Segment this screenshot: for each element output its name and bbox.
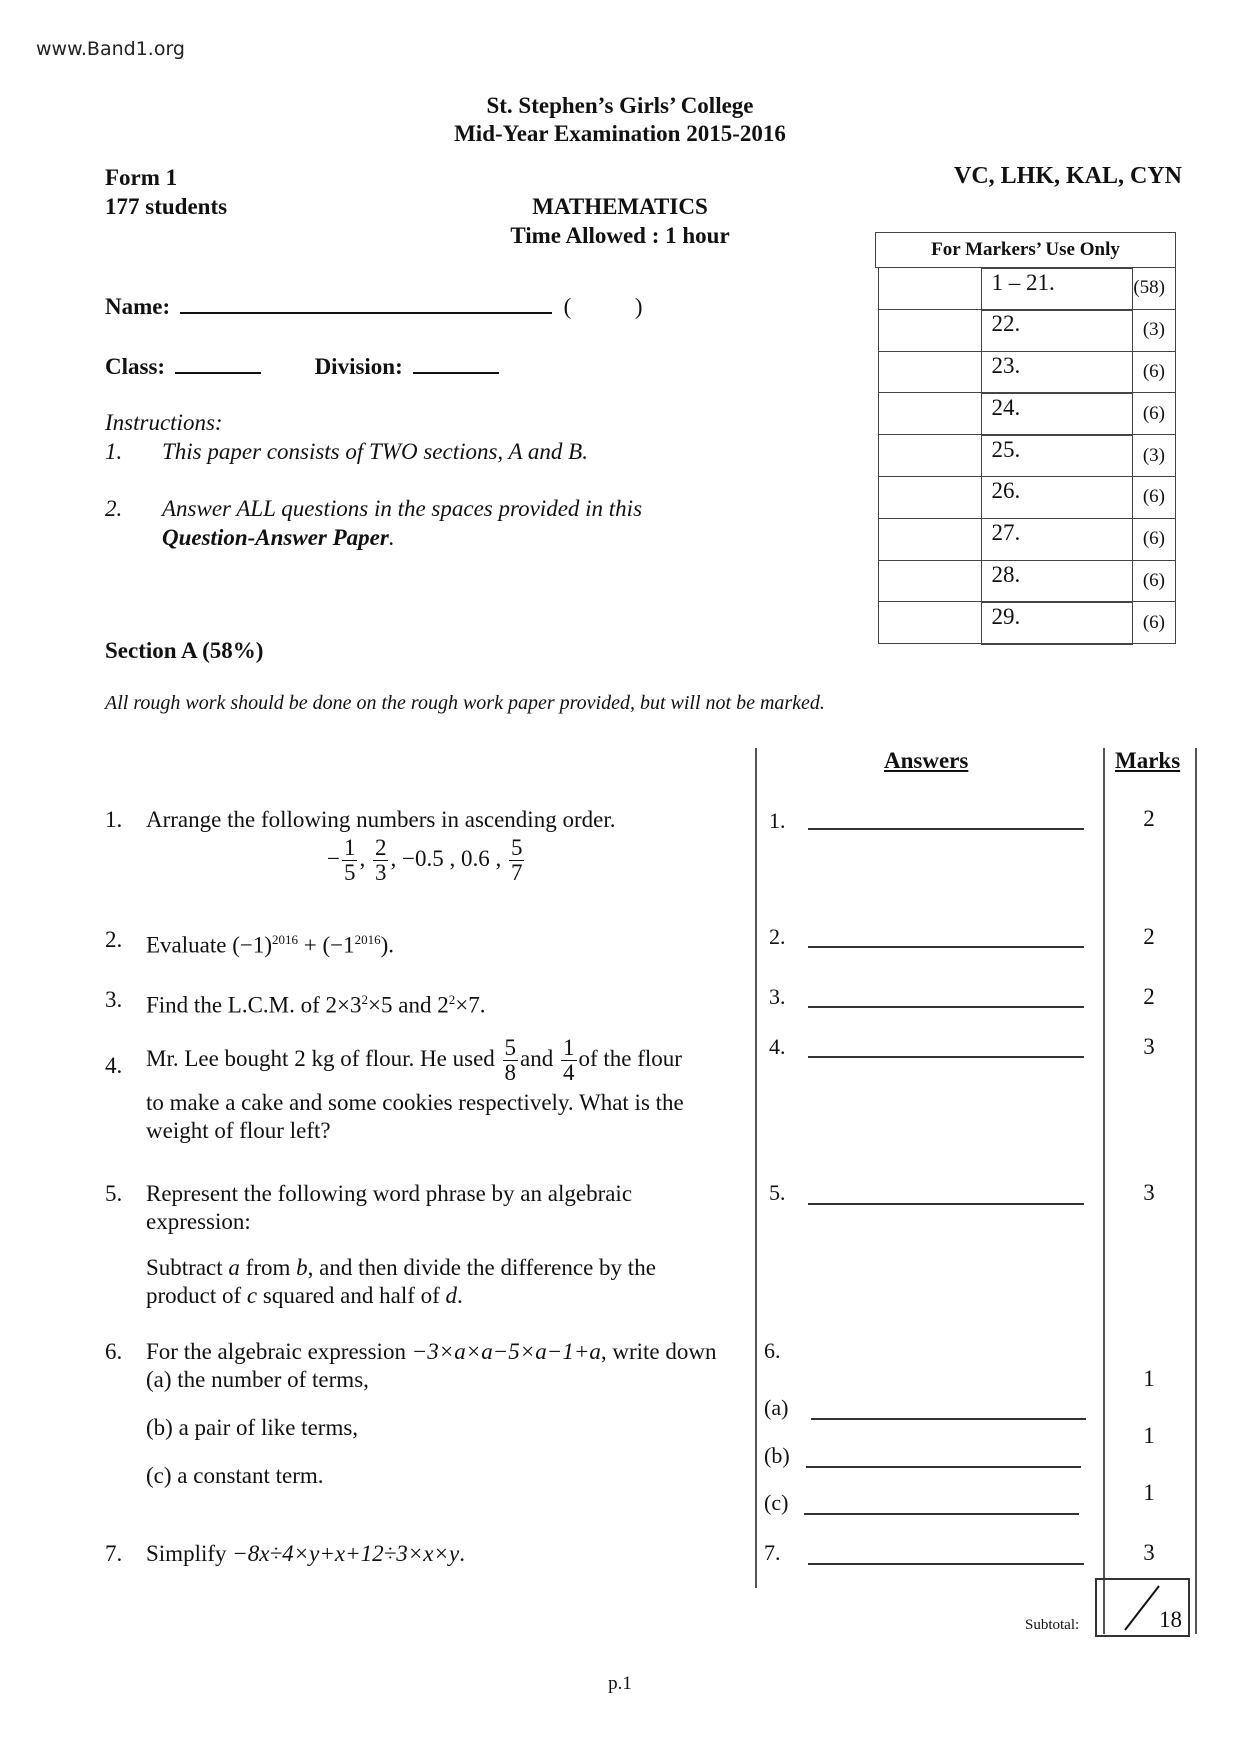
markers-table-row [876, 476, 1176, 518]
question-1: 1. Arrange the following numbers in ascending order. − $\frac{1}{5}$ , $\frac{2}{3}$ , −0.5 , 0.6 , $\frac{5}{7}$ [105, 806, 745, 885]
markers-question-range: 28. [981, 560, 1133, 603]
markers-table-row [876, 518, 1176, 560]
markers-table-row [876, 435, 1176, 477]
class-label: Class: [105, 354, 166, 379]
answer-field-1[interactable] [808, 828, 1084, 830]
answer-label-3: 3. [769, 984, 786, 1009]
instruction-item: 1. This paper consists of TWO sections, A and B. [105, 439, 588, 464]
markers-max-marks[interactable]: (3) [878, 309, 1175, 351]
form-info [105, 163, 227, 221]
instructions [105, 408, 725, 552]
answer-field-5[interactable] [808, 1203, 1084, 1205]
answer-label-6b: (b) [764, 1443, 790, 1468]
teachers: VC, LHK, KAL, CYN [953, 163, 1182, 189]
question-3: 3. Find the L.C.M. of $2\times 3^2\times 5$ and $2^2\times 7$. [105, 987, 486, 1018]
marks-3: 2 [1143, 984, 1155, 1009]
markers-question-range: 25. [981, 435, 1133, 478]
fraction: $\frac{5}{8}$ [504, 1035, 517, 1085]
subtotal-box [1095, 1578, 1190, 1637]
answer-label-1: 1. [769, 808, 786, 833]
school-name: St. Stephen’s Girls’ College [486, 93, 754, 118]
algebraic-expression: −8x÷4×y+x+12÷3×x×y [232, 1541, 460, 1566]
markers-question-range: 26. [981, 476, 1133, 519]
marks-6a: 1 [1143, 1366, 1155, 1391]
answer-field-6b[interactable] [806, 1466, 1081, 1468]
answer-field-3[interactable] [808, 1006, 1084, 1008]
fraction: $\frac{2}{3}$ [374, 835, 387, 885]
question-6a: (a) the number of terms, [146, 1367, 369, 1392]
marks-6c: 1 [1143, 1480, 1155, 1505]
markers-table-row [876, 351, 1176, 393]
markers-question-range: 22. [981, 309, 1133, 352]
marks-1: 2 [1143, 806, 1155, 831]
subject-info [440, 192, 800, 250]
marks-column-right-border [1195, 748, 1197, 1634]
student-count: 177 students [105, 194, 228, 219]
section-title: Section A (58%) [105, 638, 264, 663]
markers-question-range: 24. [981, 393, 1133, 436]
exam-title [0, 92, 1240, 148]
answers-header: Answers [884, 748, 969, 773]
answer-label-6: 6. [764, 1338, 781, 1363]
answers-column-left-border [755, 748, 757, 1588]
answer-label-5: 5. [769, 1180, 786, 1205]
markers-question-range: 1 – 21. [981, 268, 1133, 311]
division-field[interactable] [413, 352, 499, 374]
marks-2: 2 [1143, 924, 1155, 949]
class-field[interactable] [175, 352, 261, 374]
markers-question-range: 23. [981, 351, 1133, 394]
class-field-row [105, 352, 499, 380]
subtotal-value: 18 [1159, 1607, 1182, 1632]
marks-4: 3 [1143, 1034, 1155, 1059]
question-6b: (b) a pair of like terms, [146, 1415, 359, 1440]
marks-column-left-border [1103, 748, 1105, 1634]
markers-table-row [876, 602, 1176, 644]
markers-table-row [876, 393, 1176, 435]
markers-max-marks[interactable]: (6) [878, 560, 1175, 602]
question-5: 5. Represent the following word phrase by an algebraic expression: Subtract a from b, and then divide the difference by the product of c squared and half of d. [105, 1180, 745, 1310]
question-4: 4. Mr. Lee bought 2 kg of flour. He used $\frac{5}{8}$ and $\frac{1}{4}$ of the flour to make a cake and some cookies respectively. What is the weight of flour left? [105, 1035, 684, 1143]
answer-field-7[interactable] [808, 1563, 1084, 1565]
instructions-heading: Instructions: [105, 410, 223, 435]
answer-label-6c: (c) [764, 1490, 789, 1515]
marks-5: 3 [1143, 1180, 1155, 1205]
name-field[interactable] [180, 292, 552, 314]
subject: MATHEMATICS [532, 194, 708, 219]
fraction: $\frac{1}{4}$ [563, 1035, 575, 1085]
answer-field-2[interactable] [808, 946, 1084, 948]
question-6c: (c) a constant term. [146, 1463, 324, 1488]
markers-max-marks[interactable]: (58) [878, 268, 1175, 310]
marks-6b: 1 [1143, 1423, 1155, 1448]
question-2: 2. Evaluate $(-1)^{2016} + (-1^{2016})$. [105, 927, 395, 958]
answer-field-6c[interactable] [804, 1513, 1079, 1515]
marks-header: Marks [1115, 748, 1181, 773]
subtotal-label: Subtotal: [1025, 1617, 1080, 1633]
form-level: Form 1 [105, 165, 178, 190]
markers-table [875, 232, 1176, 644]
instruction-item: 2. Answer ALL questions in the spaces provided in this Question-Answer Paper. [105, 496, 643, 550]
markers-table-title: For Markers’ Use Only [876, 233, 1176, 268]
markers-question-range: 27. [981, 518, 1133, 561]
name-field-row [105, 292, 642, 320]
name-label: Name: [105, 294, 171, 319]
markers-question-range: 29. [981, 602, 1133, 645]
fraction: $\frac{5}{7}$ [510, 835, 523, 885]
paper-name: Question-Answer Paper [162, 525, 389, 550]
word-phrase: Subtract a from b, and then divide the difference by the product of c squared and half of d. [146, 1255, 656, 1308]
class-number-open: ( [563, 294, 572, 319]
question-7: 7. Simplify −8x÷4×y+x+12÷3×x×y. [105, 1541, 465, 1566]
answer-label-7: 7. [764, 1540, 781, 1565]
fraction: $\frac{1}{5}$ [343, 835, 356, 885]
markers-max-marks[interactable]: (6) [878, 393, 1175, 435]
markers-max-marks[interactable]: (6) [878, 476, 1175, 518]
markers-max-marks[interactable]: (6) [878, 602, 1175, 644]
page-number: p.1 [608, 1673, 632, 1694]
answer-label-6a: (a) [764, 1395, 789, 1420]
watermark: www.Band1.org [36, 38, 185, 60]
markers-max-marks[interactable]: (3) [878, 435, 1175, 477]
answer-field-4[interactable] [808, 1056, 1084, 1058]
answer-field-6a[interactable] [811, 1418, 1086, 1420]
time-allowed: Time Allowed : 1 hour [510, 223, 730, 248]
exam-name: Mid-Year Examination 2015-2016 [454, 121, 786, 146]
markers-max-marks[interactable]: (6) [878, 351, 1175, 393]
marks-7: 3 [1143, 1540, 1155, 1565]
algebraic-expression: −3×a×a−5×a−1+a [411, 1339, 601, 1364]
rough-work-note: All rough work should be done on the rough work paper provided, but will not be marked. [105, 692, 825, 714]
markers-table-row [876, 268, 1176, 310]
question-1-numbers: − $\frac{1}{5}$ , $\frac{2}{3}$ , −0.5 , 0.6 , $\frac{5}{7}$ [327, 835, 523, 885]
answer-label-2: 2. [769, 924, 786, 949]
class-number-close: ) [634, 294, 643, 319]
answer-label-4: 4. [769, 1034, 786, 1059]
question-6: 6. For the algebraic expression −3×a×a−5×a−1+a, write down (a) the number of terms, (b) a pair of like terms, (c) a constant term. [105, 1338, 745, 1490]
markers-table-row [876, 309, 1176, 351]
division-label: Division: [314, 354, 403, 379]
markers-table-row [876, 560, 1176, 602]
markers-max-marks[interactable]: (6) [878, 518, 1175, 560]
